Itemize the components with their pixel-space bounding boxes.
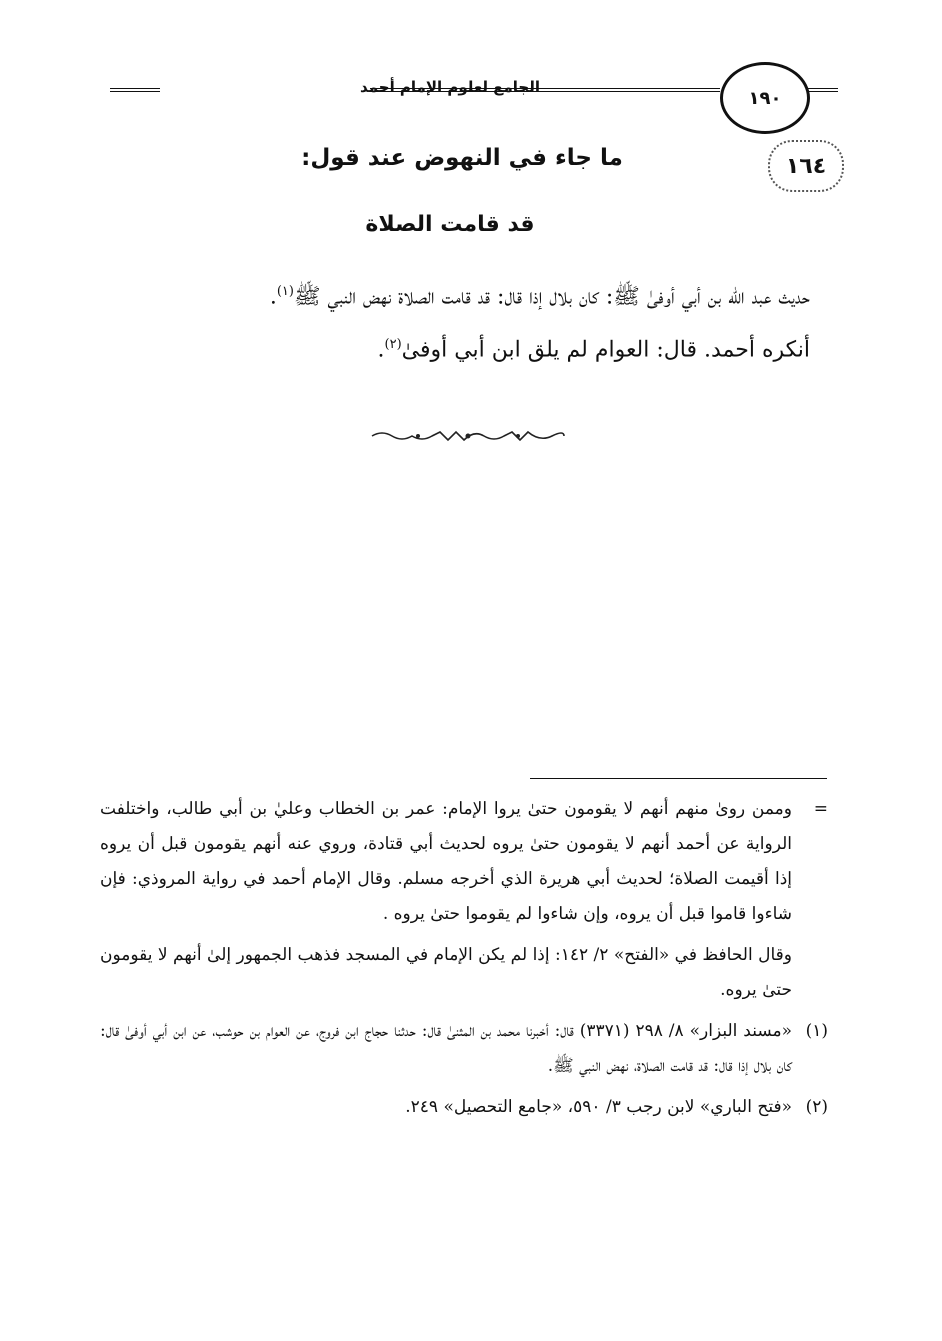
footnote-2-text: «فتح الباري» لابن رجب ٣/ ٥٩٠، «جامع التحصيل» ٢٤٩. — [405, 1097, 792, 1117]
page-number: ١٩٠ — [720, 62, 810, 134]
hadith-paragraph — [100, 268, 810, 321]
section-subheading: قد قامت الصلاة — [365, 212, 535, 237]
continuation-marker: = — [813, 799, 828, 819]
section-number-badge: ١٦٤ — [768, 140, 844, 192]
section-heading: ما جاء في النهوض عند قول: — [301, 145, 623, 171]
footnote-separator — [530, 778, 827, 779]
continuation-paragraph-1: وممن رویٰ منهم أنهم لا يقومون حتىٰ يروا الإمام: عمر بن الخطاب وعليٰ بن أبي طالب، واختلفت الرواية عن أحمد أنهم لا يقومون حتىٰ يروه لحديث أبي قتادة، وروي عنه أنهم يقومون قبل أن يروه إذا أقيمت الصلاة؛ لحديث أبي هريرة الذي أخرجه مسلم. وقال الإمام أحمد في رواية المروذي: فإن شاءوا قاموا قبل أن يروه، وإن شاءوا لم يقوموا حتىٰ يروه . — [100, 799, 792, 924]
footnote-continuation — [100, 792, 828, 1008]
footnotes — [100, 792, 828, 1131]
ornament-divider — [370, 428, 566, 444]
header-rule-middle — [370, 88, 720, 92]
hadith-text: حديث عبد الله بن أبي أوفىٰ ﷺ: كان بلال إذا قال: قد قامت الصلاة نهض النبي ﷺ — [293, 284, 810, 310]
continuation-paragraph-2: وقال الحافظ في «الفتح» ٢/ ١٤٢: إذا لم يكن الإمام في المسجد فذهب الجمهور إلىٰ أنهم لا يقومون حتىٰ يروه. — [100, 945, 792, 1000]
footnote-ref-1[interactable]: (١) — [276, 284, 294, 299]
footnote-1 — [100, 1014, 828, 1084]
main-text — [100, 268, 810, 375]
footnote-continuation-body — [100, 792, 792, 1008]
comment-paragraph — [100, 321, 810, 374]
footnote-2 — [100, 1090, 828, 1125]
footnote-2-marker: (٢) — [805, 1097, 828, 1117]
header-rule-right — [808, 88, 838, 92]
running-title: الجامع لعلوم الإمام أحمد — [360, 78, 540, 96]
comment-text: أنكره أحمد. قال: العوام لم يلق ابن أبي أوفىٰ — [401, 337, 810, 363]
footnote-1-text: «مسند البزار» ٨/ ٢٩٨ (٣٣٧١) قال: أخبرنا محمد بن المثنىٰ قال: حدثنا حجاج ابن فروج، عن العوام بن حوشب، عن ابن أبي أوفىٰ قال: كان بلال إذا قال: قد قامت الصلاة، نهض النبي ﷺ. — [100, 1021, 792, 1076]
comment-end: . — [377, 337, 385, 363]
footnote-1-marker: (١) — [805, 1021, 828, 1041]
header-rule-left — [110, 88, 160, 92]
footnote-ref-2[interactable]: (٢) — [384, 337, 402, 353]
hadith-end: . — [269, 284, 277, 310]
